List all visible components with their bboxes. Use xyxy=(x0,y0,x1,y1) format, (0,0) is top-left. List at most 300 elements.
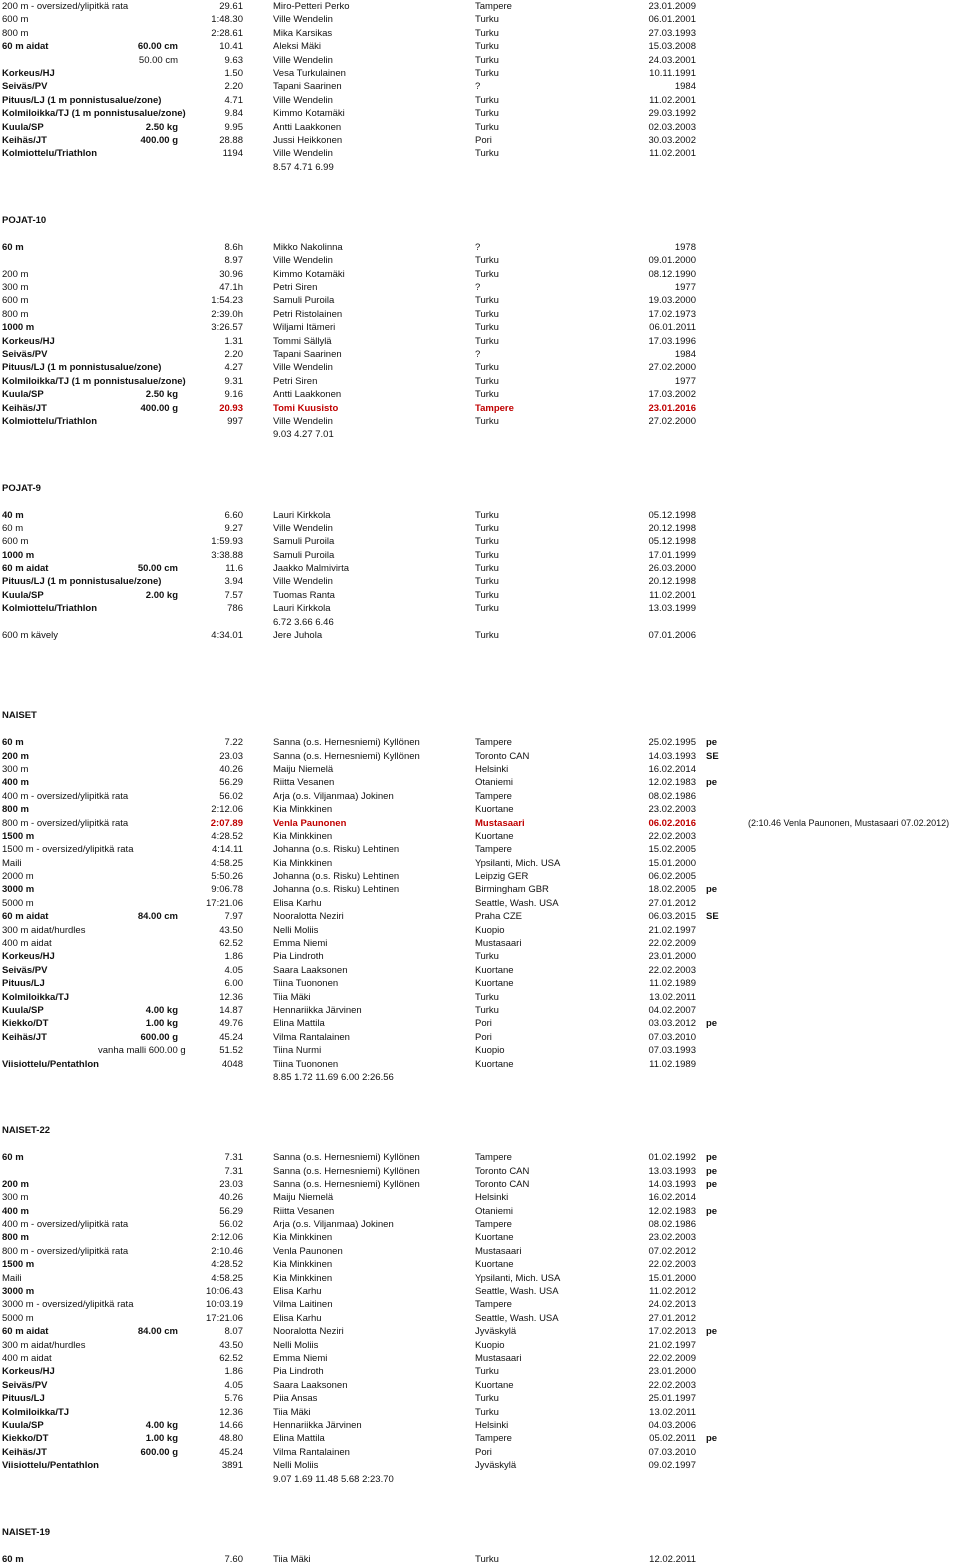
result-cell: 3:38.88 xyxy=(211,549,243,561)
athlete-cell: Nooralotta Neziri xyxy=(273,1326,344,1338)
table-row xyxy=(0,1178,960,1191)
athlete-cell: Maiju Niemelä xyxy=(273,763,334,775)
athlete-cell: Kia Minkkinen xyxy=(273,857,333,869)
result-cell: 9.27 xyxy=(224,522,243,534)
table-row xyxy=(0,750,960,763)
athlete-cell: Sanna (o.s. Hernesniemi) Kyllönen xyxy=(273,1178,420,1190)
place-cell: Turku xyxy=(475,54,499,66)
note-cell: pe xyxy=(706,737,718,749)
spec-cell: 400.00 g xyxy=(140,134,178,146)
table-row xyxy=(0,348,960,361)
event-cell: 60 m aidat xyxy=(2,911,49,923)
athlete-cell: Ville Wendelin xyxy=(273,255,333,267)
spec-cell: 2.50 kg xyxy=(145,121,178,133)
result-cell: 2:28.61 xyxy=(211,27,243,39)
place-cell: Tampere xyxy=(475,844,512,856)
result-cell: 9.95 xyxy=(224,121,243,133)
event-cell: 400 m aidat xyxy=(2,1352,52,1364)
note-cell: pe xyxy=(706,1326,718,1338)
section-spacer xyxy=(0,442,960,482)
date-cell: 16.02.2014 xyxy=(648,763,696,775)
date-cell: 11.02.2001 xyxy=(649,94,696,106)
place-cell: Turku xyxy=(475,415,499,427)
date-cell: 20.12.1998 xyxy=(648,522,696,534)
place-cell: Tampere xyxy=(475,1299,512,1311)
note-cell: pe xyxy=(706,1205,718,1217)
spec-cell: 4.00 kg xyxy=(145,1005,178,1016)
athlete-cell: Kia Minkkinen xyxy=(273,1232,333,1244)
event-cell: Keihäs/JT xyxy=(2,402,47,414)
result-cell: 49.76 xyxy=(219,1018,243,1030)
spec-cell: 600.00 g xyxy=(140,1031,178,1043)
place-cell: Turku xyxy=(475,1005,499,1016)
event-cell: 60 m aidat xyxy=(2,1326,49,1338)
spec-cell: 2.00 kg xyxy=(145,589,178,601)
athlete-cell: Ville Wendelin xyxy=(273,415,333,427)
event-cell: 600 m xyxy=(2,14,29,26)
place-cell: Tampere xyxy=(475,402,514,414)
event-cell: 800 m xyxy=(2,27,29,39)
date-cell: 17.03.2002 xyxy=(648,389,696,401)
date-cell: 18.02.2005 xyxy=(648,884,696,896)
date-cell: 06.02.2016 xyxy=(648,817,696,829)
event-cell: Viisiottelu/Pentathlon xyxy=(2,1058,99,1070)
date-cell: 08.02.1986 xyxy=(648,790,696,802)
date-cell: 03.03.2012 xyxy=(648,1018,696,1030)
athlete-cell: Vilma Rantalainen xyxy=(273,1446,350,1458)
place-cell: Turku xyxy=(475,1366,499,1378)
athlete-cell: Ville Wendelin xyxy=(273,148,333,160)
place-cell: Turku xyxy=(475,991,499,1003)
table-row xyxy=(0,1058,960,1071)
date-cell: 27.01.2012 xyxy=(648,1312,696,1324)
athlete-cell: Elisa Karhu xyxy=(273,1312,322,1324)
event-cell: Kiekko/DT xyxy=(2,1018,49,1030)
event-cell: Pituus/LJ (1 m ponnistusalue/zone) xyxy=(2,576,162,588)
table-row xyxy=(0,294,960,307)
table-row xyxy=(0,1205,960,1218)
result-cell: 1:54.23 xyxy=(211,295,243,307)
date-cell: 16.02.2014 xyxy=(648,1192,696,1204)
result-cell: 4:14.11 xyxy=(212,844,243,856)
note-cell: SE xyxy=(706,750,719,762)
place-cell: Kuortane xyxy=(475,1259,514,1271)
date-cell: 07.03.1993 xyxy=(648,1045,696,1057)
place-cell: Turku xyxy=(475,255,499,267)
place-cell: Kuopio xyxy=(475,1045,505,1057)
result-cell: 1.50 xyxy=(224,67,243,79)
place-cell: Otaniemi xyxy=(475,777,514,789)
section-title: NAISET xyxy=(2,710,37,722)
athlete-cell: Jussi Heikkonen xyxy=(273,134,343,146)
result-cell: 4.71 xyxy=(224,94,243,106)
result-cell: 29.61 xyxy=(219,1,243,12)
result-cell: 3.94 xyxy=(224,576,243,588)
table-row xyxy=(0,67,960,80)
event-cell: 200 m xyxy=(2,1178,29,1190)
event-cell: 1500 m xyxy=(2,830,35,842)
table-row xyxy=(0,522,960,535)
result-cell: 62.52 xyxy=(219,1352,243,1364)
event-cell: Kolmiloikka/TJ (1 m ponnistusalue/zone) xyxy=(2,108,186,120)
event-cell: 5000 m xyxy=(2,897,34,909)
event-cell: Kolmiottelu/Triathlon xyxy=(2,415,97,427)
place-cell: Turku xyxy=(475,1406,499,1418)
date-cell: 13.03.1993 xyxy=(648,1165,696,1177)
result-cell: 1:48.30 xyxy=(211,14,243,26)
athlete-cell: Arja (o.s. Viljanmaa) Jokinen xyxy=(273,790,394,802)
athlete-cell: Saara Laaksonen xyxy=(273,964,348,976)
place-cell: Turku xyxy=(475,108,499,120)
athlete-cell: Sanna (o.s. Hernesniemi) Kyllönen xyxy=(273,737,420,749)
table-row xyxy=(0,388,960,401)
event-cell: Seiväs/PV xyxy=(2,964,48,976)
event-cell: Kolmiottelu/Triathlon xyxy=(2,148,97,160)
table-row xyxy=(0,121,960,134)
result-cell: 2:10.46 xyxy=(211,1245,243,1257)
date-cell: 11.02.2001 xyxy=(649,589,696,601)
table-row xyxy=(0,857,960,870)
date-cell: 13.03.1999 xyxy=(648,603,696,615)
athlete-cell: Emma Niemi xyxy=(273,938,328,950)
place-cell: Toronto CAN xyxy=(475,1178,530,1190)
place-cell: Jyväskylä xyxy=(475,1460,517,1472)
result-cell: 6.00 xyxy=(224,978,243,990)
date-cell: 23.01.2009 xyxy=(648,1,696,12)
place-cell: Tampere xyxy=(475,1219,512,1231)
date-cell: 22.02.2009 xyxy=(648,1352,696,1364)
athlete-cell: Aleksi Mäki xyxy=(273,41,322,53)
result-cell: 12.36 xyxy=(219,1406,243,1418)
place-cell: Tampere xyxy=(475,790,512,802)
section-title: POJAT-9 xyxy=(2,482,41,494)
athlete-cell: Tiia Mäki xyxy=(273,1406,311,1418)
athlete-cell: Kia Minkkinen xyxy=(273,804,333,816)
table-row xyxy=(0,910,960,923)
event-cell: Kolmiloikka/TJ (1 m ponnistusalue/zone) xyxy=(2,375,186,387)
date-cell: 07.03.2010 xyxy=(648,1446,696,1458)
table-row xyxy=(0,27,960,40)
result-cell: 10.41 xyxy=(219,41,243,53)
place-cell: Pori xyxy=(475,1446,492,1458)
result-cell: 56.29 xyxy=(219,777,243,789)
athlete-cell: Johanna (o.s. Risku) Lehtinen xyxy=(273,884,400,896)
athlete-cell: Petri Ristolainen xyxy=(273,308,343,320)
result-cell: 8.6h xyxy=(224,241,243,253)
athlete-cell: Tiina Nurmi xyxy=(273,1045,322,1057)
result-cell: 9.63 xyxy=(224,54,243,66)
athlete-cell: Tuomas Ranta xyxy=(273,589,335,601)
event-cell: Pituus/LJ xyxy=(2,978,45,990)
event-cell: 3000 m xyxy=(2,884,35,896)
result-cell: 2:39.0h xyxy=(211,308,243,320)
table-row xyxy=(0,1352,960,1365)
athlete-cell: Kimmo Kotamäki xyxy=(273,108,345,120)
table-row xyxy=(0,1231,960,1244)
event-cell: Kolmiottelu/Triathlon xyxy=(2,603,97,615)
spec-cell: vanha malli 600.00 g xyxy=(98,1045,186,1057)
date-cell: 07.03.2010 xyxy=(648,1031,696,1043)
table-row xyxy=(0,1165,960,1178)
date-cell: 23.01.2016 xyxy=(648,402,696,414)
date-cell: 23.01.2000 xyxy=(648,951,696,963)
table-row xyxy=(0,763,960,776)
athlete-cell: Johanna (o.s. Risku) Lehtinen xyxy=(273,871,400,883)
date-cell: 13.02.2011 xyxy=(649,991,696,1003)
table-row xyxy=(0,1044,960,1057)
event-cell: Korkeus/HJ xyxy=(2,335,55,347)
spec-cell: 50.00 cm xyxy=(137,563,178,575)
table-row xyxy=(0,897,960,910)
place-cell: Turku xyxy=(475,14,499,26)
date-cell: 22.02.2009 xyxy=(648,938,696,950)
spec-cell: 400.00 g xyxy=(140,402,178,414)
note-cell: SE xyxy=(706,911,719,923)
place-cell: Helsinki xyxy=(475,1192,509,1204)
date-cell: 24.03.2001 xyxy=(648,54,696,66)
date-cell: 04.03.2006 xyxy=(648,1419,696,1431)
place-cell: Kuopio xyxy=(475,1339,505,1351)
place-cell: Turku xyxy=(475,1553,499,1565)
date-cell: 06.01.2011 xyxy=(649,322,696,334)
place-cell: Helsinki xyxy=(475,763,509,775)
place-cell: Turku xyxy=(475,322,499,334)
event-cell: Seiväs/PV xyxy=(2,348,48,360)
result-cell: 4.05 xyxy=(224,1379,243,1391)
event-cell: 3000 m xyxy=(2,1286,35,1298)
event-cell: Korkeus/HJ xyxy=(2,1366,55,1378)
athlete-cell: Ville Wendelin xyxy=(273,54,333,66)
date-cell: 27.01.2012 xyxy=(648,897,696,909)
event-cell: 200 m - oversized/ylipitkä rata xyxy=(2,1,129,12)
athlete-cell: Tomi Kuusisto xyxy=(273,402,339,414)
place-cell: Otaniemi xyxy=(475,1205,514,1217)
result-cell: 3891 xyxy=(221,1460,243,1472)
date-cell: 23.02.2003 xyxy=(648,1232,696,1244)
result-cell: 3:26.57 xyxy=(211,322,243,334)
table-row xyxy=(0,937,960,950)
table-row xyxy=(0,1004,960,1017)
table-row xyxy=(0,589,960,602)
result-cell: 4:58.25 xyxy=(211,857,243,869)
date-cell: 12.02.1983 xyxy=(648,1205,696,1217)
event-cell: 800 m xyxy=(2,804,29,816)
place-cell: Tampere xyxy=(475,1152,512,1164)
table-row xyxy=(0,281,960,294)
athlete-cell: Elisa Karhu xyxy=(273,1286,322,1298)
athlete-cell: Sanna (o.s. Hernesniemi) Kyllönen xyxy=(273,1152,420,1164)
event-cell: 400 m - oversized/ylipitkä rata xyxy=(2,790,129,802)
date-cell: 27.02.2000 xyxy=(648,362,696,374)
result-cell: 45.24 xyxy=(219,1031,243,1043)
event-cell: Pituus/LJ xyxy=(2,1393,45,1405)
event-cell: 400 m xyxy=(2,1205,29,1217)
athlete-cell: Arja (o.s. Viljanmaa) Jokinen xyxy=(273,1219,394,1231)
table-row xyxy=(0,321,960,334)
table-row xyxy=(0,1459,960,1472)
place-cell: Kuortane xyxy=(475,964,514,976)
result-cell: 12.36 xyxy=(219,991,243,1003)
place-cell: Toronto CAN xyxy=(475,1165,530,1177)
place-cell: Turku xyxy=(475,603,499,615)
section-title-spacer xyxy=(0,227,960,240)
table-row xyxy=(0,268,960,281)
result-cell: 7.31 xyxy=(224,1165,243,1177)
place-cell: Turku xyxy=(475,335,499,347)
event-cell: 60 m xyxy=(2,737,24,749)
athlete-cell: Pia Lindroth xyxy=(273,1366,324,1378)
place-cell: Turku xyxy=(475,362,499,374)
date-cell: 02.03.2003 xyxy=(648,121,696,133)
date-cell: 08.02.1986 xyxy=(648,1219,696,1231)
result-cell: 2.20 xyxy=(224,81,243,93)
date-cell: 24.02.2013 xyxy=(648,1299,696,1311)
date-cell: 26.03.2000 xyxy=(648,563,696,575)
event-cell: 300 m aidat/hurdles xyxy=(2,1339,86,1351)
result-cell: 28.88 xyxy=(219,134,243,146)
place-cell: Turku xyxy=(475,589,499,601)
table-row xyxy=(0,1379,960,1392)
event-cell: Kuula/SP xyxy=(2,1005,44,1016)
date-cell: 29.03.1992 xyxy=(648,108,696,120)
result-cell: 14.66 xyxy=(219,1419,243,1431)
result-cell: 2:07.89 xyxy=(210,817,243,829)
event-cell: 600 m kävely xyxy=(2,630,58,642)
table-row xyxy=(0,1365,960,1378)
result-cell: 17:21.06 xyxy=(206,897,243,909)
table-row xyxy=(0,1298,960,1311)
athlete-cell: Tiia Mäki xyxy=(273,991,311,1003)
event-cell: Maili xyxy=(2,1272,22,1284)
date-cell: 22.02.2003 xyxy=(648,1379,696,1391)
result-cell: 8.97 xyxy=(224,255,243,267)
table-row xyxy=(0,924,960,937)
spec-cell: 50.00 cm xyxy=(138,54,178,66)
table-row xyxy=(0,535,960,548)
athlete-cell: Vilma Rantalainen xyxy=(273,1031,350,1043)
athlete-cell: 9.03 4.27 7.01 xyxy=(273,429,334,441)
event-cell: Keihäs/JT xyxy=(2,1446,47,1458)
table-row xyxy=(0,736,960,749)
event-cell: 300 m aidat/hurdles xyxy=(2,924,86,936)
event-cell: Seiväs/PV xyxy=(2,81,48,93)
athlete-cell: Sanna (o.s. Hernesniemi) Kyllönen xyxy=(273,750,420,762)
table-row xyxy=(0,94,960,107)
place-cell: Kuortane xyxy=(475,1232,514,1244)
table-row xyxy=(0,843,960,856)
athlete-cell: Venla Paunonen xyxy=(273,817,347,829)
place-cell: Turku xyxy=(475,268,499,280)
place-cell: Pori xyxy=(475,1031,492,1043)
result-cell: 6.60 xyxy=(224,509,243,521)
athlete-cell: Tapani Saarinen xyxy=(273,81,342,93)
table-row xyxy=(0,1392,960,1405)
table-row xyxy=(0,629,960,642)
place-cell: Kuortane xyxy=(475,1058,514,1070)
date-cell: 30.03.2002 xyxy=(648,134,696,146)
spec-cell: 60.00 cm xyxy=(137,41,178,53)
result-cell: 1.86 xyxy=(224,1366,243,1378)
section-title-spacer xyxy=(0,1138,960,1151)
result-cell: 7.31 xyxy=(224,1152,243,1164)
date-cell: 27.02.2000 xyxy=(648,415,696,427)
table-row xyxy=(0,1071,960,1084)
event-cell: 1000 m xyxy=(2,322,35,334)
result-cell: 997 xyxy=(227,415,243,427)
date-cell: 07.02.2012 xyxy=(648,1245,696,1257)
table-row xyxy=(0,402,960,415)
event-cell: 400 m aidat xyxy=(2,938,52,950)
event-cell: 300 m xyxy=(2,763,29,775)
event-cell: 800 m - oversized/ylipitkä rata xyxy=(2,817,129,829)
table-row xyxy=(0,80,960,93)
date-cell: 04.02.2007 xyxy=(648,1005,696,1016)
note-cell: pe xyxy=(706,777,718,789)
athlete-cell: Lauri Kirkkola xyxy=(273,603,331,615)
date-cell: 23.01.2000 xyxy=(648,1366,696,1378)
athlete-cell: Pia Lindroth xyxy=(273,951,324,963)
date-cell: 13.02.2011 xyxy=(649,1406,696,1418)
place-cell: Turku xyxy=(475,389,499,401)
date-cell: 11.02.1989 xyxy=(649,1058,696,1070)
event-cell: 60 m xyxy=(2,522,24,534)
result-cell: 2:12.06 xyxy=(211,804,243,816)
table-row xyxy=(0,870,960,883)
date-cell: 08.12.1990 xyxy=(648,268,696,280)
table-row xyxy=(0,830,960,843)
date-cell: 11.02.1989 xyxy=(649,978,696,990)
athlete-cell: Nooralotta Neziri xyxy=(273,911,344,923)
section-title: POJAT-10 xyxy=(2,215,47,227)
result-cell: 1:59.93 xyxy=(211,536,243,548)
place-cell: Pori xyxy=(475,134,492,146)
table-row xyxy=(0,1017,960,1030)
date-cell: 15.01.2000 xyxy=(648,857,696,869)
table-row xyxy=(0,776,960,789)
athlete-cell: Antti Laakkonen xyxy=(273,389,342,401)
place-cell: Turku xyxy=(475,549,499,561)
table-row xyxy=(0,1218,960,1231)
table-row xyxy=(0,1272,960,1285)
place-cell: Seattle, Wash. USA xyxy=(475,1312,559,1324)
section-title: NAISET-19 xyxy=(2,1526,51,1538)
table-row xyxy=(0,1245,960,1258)
event-cell: 300 m xyxy=(2,1192,29,1204)
result-cell: 2.20 xyxy=(224,348,243,360)
spec-cell: 1.00 kg xyxy=(145,1433,178,1445)
place-cell: Toronto CAN xyxy=(475,750,530,762)
date-cell: 06.03.2015 xyxy=(648,911,696,923)
place-cell: Ypsilanti, Mich. USA xyxy=(475,857,561,869)
section-title-spacer xyxy=(0,723,960,736)
place-cell: Tampere xyxy=(475,1,512,12)
result-cell: 4.05 xyxy=(224,964,243,976)
athlete-cell: Ville Wendelin xyxy=(273,362,333,374)
athlete-cell: 8.85 1.72 11.69 6.00 2:26.56 xyxy=(273,1071,394,1083)
table-row xyxy=(0,241,960,254)
athlete-cell: Vilma Laitinen xyxy=(273,1299,333,1311)
previous-record-note: (2:10.46 Venla Paunonen, Mustasaari 07.02.2012) xyxy=(748,817,950,828)
athlete-cell: Petri Siren xyxy=(273,375,318,387)
place-cell: Kuortane xyxy=(475,1379,514,1391)
date-cell: 11.02.2012 xyxy=(649,1286,696,1298)
result-cell: 48.80 xyxy=(219,1433,243,1445)
place-cell: Mustasaari xyxy=(475,1245,522,1257)
result-cell: 40.26 xyxy=(219,1192,243,1204)
table-row xyxy=(0,1285,960,1298)
event-cell: Kuula/SP xyxy=(2,121,44,133)
athlete-cell: Tiina Tuononen xyxy=(273,1058,339,1070)
